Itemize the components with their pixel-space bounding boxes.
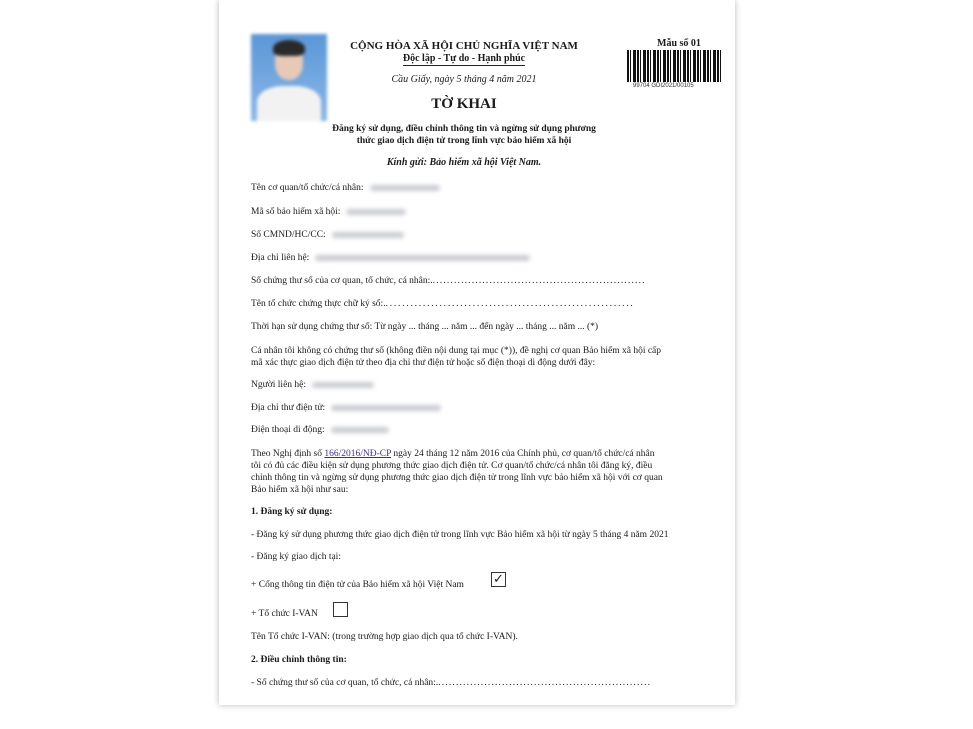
org-name-row: Tên cơ quan/tổ chức/cá nhân:: [251, 183, 440, 193]
form-title: TỜ KHAI: [431, 96, 497, 112]
contact-person-row: Người liên hệ:: [251, 380, 374, 390]
email-row: Địa chỉ thư điện tử:: [251, 403, 441, 413]
address-row: Địa chỉ liên hệ:: [251, 253, 530, 263]
cert-org-row: Tên tổ chức chứng thực chữ ký số:.. . . . . . . . . . . . . . . . . . . . . . . . . . . . . . . . . . . . . . . . . . . . . . . . . . . . . . . . . . . .: [251, 299, 633, 309]
redacted-value: [315, 255, 530, 261]
registration-line: - Đăng ký sử dụng phương thức giao dịch điện tử trong lĩnh vực Bảo hiểm xã hội từ ngày 5 tháng 4 năm 2021: [251, 530, 669, 540]
option-ivan-label: + Tổ chức I-VAN: [251, 609, 318, 619]
insurance-no-row: Mã số bảo hiểm xã hội:: [251, 207, 406, 217]
barcode: [627, 50, 721, 82]
cert-period-row: Thời hạn sử dụng chứng thư số: Từ ngày ... tháng ... năm ... đến ngày ... tháng ... năm ... (*): [251, 322, 599, 332]
cert-no-row: Số chứng thư số của cơ quan, tổ chức, cá nhân:.. . . . . . . . . . . . . . . . . . . . . . . . . . . . . . . . . . . . . . . . . . . . . . . . . . . . . . . . . . . .: [251, 276, 644, 286]
barcode-number: 99704 GDI2021/00105: [633, 83, 694, 89]
note-line1: Cá nhân tôi không có chứng thư số (không điền nội dung tại mục (*)), đề nghị cơ quan Bảo hiểm xã hội cấp: [251, 346, 662, 356]
note-line2: mã xác thực giao dịch điện tử theo địa chỉ thư điện tử hoặc số điện thoại di động dưới đây:: [251, 358, 596, 368]
decree-link[interactable]: 166/2016/NĐ-CP: [324, 449, 392, 459]
section2-heading: 2. Điều chỉnh thông tin:: [251, 655, 347, 665]
nation-header: CỘNG HÒA XÃ HỘI CHỦ NGHĨA VIỆT NAM: [350, 40, 578, 52]
subtitle-line2: thức giao dịch điện tử trong lĩnh vực bảo hiểm xã hội: [356, 136, 572, 146]
motto: Độc lập - Tự do - Hạnh phúc: [402, 53, 526, 64]
redacted-value: [331, 405, 441, 411]
applicant-photo: [251, 34, 327, 121]
redacted-value: [370, 185, 440, 191]
redacted-value: [346, 209, 406, 215]
ivan-name-line: Tên Tổ chức I-VAN: (trong trường hợp giao dịch qua tổ chức I-VAN).: [251, 632, 518, 642]
redacted-value: [331, 427, 389, 433]
form-number: Mẫu số 01: [657, 38, 701, 49]
decree-line4: Bảo hiểm xã hội như sau:: [251, 485, 349, 495]
registration-at: - Đăng ký giao dịch tại:: [251, 552, 341, 562]
id-no-row: Số CMND/HC/CC:: [251, 230, 404, 240]
form-paper: [219, 0, 735, 705]
redacted-value: [332, 232, 404, 238]
decree-line2: tôi có đủ các điều kiện sử dụng phương thức giao dịch điện tử. Cơ quan/tổ chức/cá nhân tôi đăng ký, điều: [251, 461, 653, 471]
portal-checkbox[interactable]: ✓: [491, 572, 506, 587]
redacted-value: [312, 382, 374, 388]
decree-line3: chỉnh thông tin và ngừng sử dụng phương thức giao dịch điện tử trong lĩnh vực bảo hiểm xã hội với cơ quan: [251, 473, 663, 483]
section2-cert-row: - Số chứng thư số của cơ quan, tổ chức, cá nhân:.. . . . . . . . . . . . . . . . . . . . . . . . . . . . . . . . . . . . . . . . . . . . . . . . . . . . . . . . . . . .: [251, 678, 650, 688]
decree-line1: Theo Nghị định số 166/2016/NĐ-CP ngày 24 tháng 12 năm 2016 của Chính phủ, cơ quan/tổ chức/cá nhân: [251, 449, 655, 459]
ivan-checkbox[interactable]: [333, 602, 348, 617]
recipient: Kính gửi: Bảo hiểm xã hội Việt Nam.: [386, 157, 542, 168]
option-portal-label: + Cổng thông tin điện tử của Bảo hiểm xã hội Việt Nam: [251, 580, 464, 590]
subtitle-line1: Đăng ký sử dụng, điều chỉnh thông tin và ngừng sử dụng phương: [332, 124, 596, 134]
phone-row: Điện thoại di động:: [251, 425, 389, 435]
place-date: Cầu Giấy, ngày 5 tháng 4 năm 2021: [391, 74, 537, 85]
section1-heading: 1. Đăng ký sử dụng:: [251, 507, 333, 517]
